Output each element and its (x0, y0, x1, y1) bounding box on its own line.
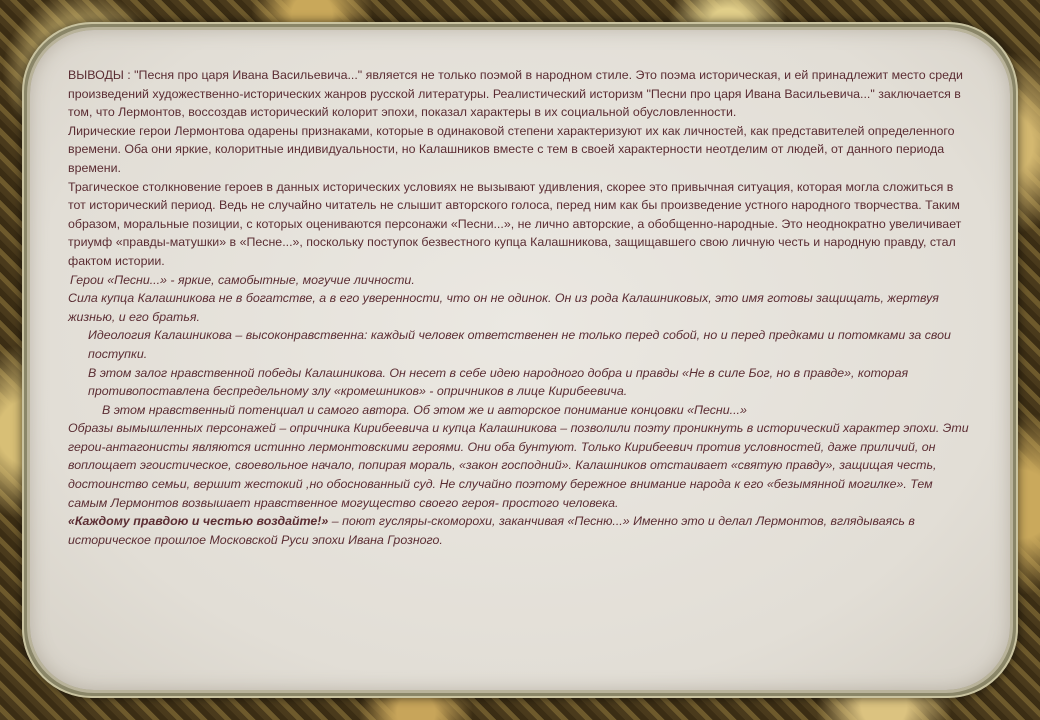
paragraph-ideology: Идеология Калашникова – высоконравственна: каждый человек ответственен не только перед собой, но и перед предками и потомками за свои поступки. (88, 328, 951, 361)
final-quote-bold: «Каждому правдою и честью воздайте!» (68, 514, 329, 529)
paragraph-kalashnikov-strength: Сила купца Калашникова не в богатстве, а в его уверенности, что он не одинок. Он из рода Калашниковых, это имя готовы защищать, жертвуя жизнью, и его братья. (68, 291, 939, 324)
final-quote-rest: – поют гусляры-скоморохи, заканчивая «Песню...» Именно это и делал Лермонтов, вглядываясь в историческое прошлое Московской Руси эпохи Ивана Грозного. (68, 514, 915, 547)
paragraph-moral-victory: В этом залог нравственной победы Калашникова. Он несет в себе идею народного добра и правды «Не в силе Бог, но в правде», которая противопоставлена беспредельному злу «кромешников» - опричников в лице Кирибеевича. (88, 365, 909, 399)
paragraph-final-quote (68, 512, 973, 549)
paragraph-antagonists: Образы вымышленных персонажей – опричника Кирибеевича и купца Калашникова – позволили поэту проникнуть в исторический характер эпохи. Эти герои-антагонисты являются истинно лермонтовскими героями. Они оба бунтуют. Только Кирибеевич против условностей, даже приличий, он воплощает эгоистическое, своевольное начало, попирая мораль, «закон господний». Калашников отстаивает «святую правду», защищая честь, достоинство семьи, вершит жестокий ,но обоснованный суд. Не случайно поэтому бережное внимание народа к его «безымянной могилке». Тем самым Лермонтов возвышает нравственное могущество своего героя- простого человека. (68, 421, 969, 510)
conclusions-text (68, 66, 973, 549)
paragraph-author-potential: В этом нравственный потенциал и самого автора. Об этом же и авторское понимание концовки «Песни...» (102, 402, 747, 417)
paragraph-conclusions: ВЫВОДЫ : "Песня про царя Ивана Васильевича..." является не только поэмой в народном стиле. Это поэма историческая, и ей принадлежит место среди произведений художественно-исторических жанров русской литературы. Реалистический историзм "Песни про царя Ивана Васильевича..." заключается в том, что Лермонтов, воссоздав исторический колорит эпохи, показал характеры в их социальной обусловленности. (68, 68, 963, 120)
paragraph-lyrical-heroes: Лирические герои Лермонтова одарены признаками, которые в одинаковой степени характеризуют их как личностей, как представителей определенного времени. Оба они яркие, колоритные индивидуальности, но Калашников вместе с тем в своей характерности неотделим от людей, от данного периода времени. (68, 123, 955, 175)
paragraph-tragic-conflict: Трагическое столкновение героев в данных исторических условиях не вызывают удивления, скорее это привычная ситуация, которая могла сложиться в тот исторический период. Ведь не случайно читатель не слышит авторского голоса, перед ним как бы произведение устного народного творчества. Таким образом, моральные позиции, с которых оцениваются персонажи «Песни...», не лично авторские, а обобщенно-народные. Это неоднократно увеличивает триумф «правды-матушки» в «Песне...», поскольку поступок безвестного купца Калашникова, защищавшего свою личную честь и народную правду, стал фактом истории. (68, 179, 962, 268)
paragraph-heroes: Герои «Песни...» - яркие, самобытные, могучие личности. (70, 272, 415, 287)
